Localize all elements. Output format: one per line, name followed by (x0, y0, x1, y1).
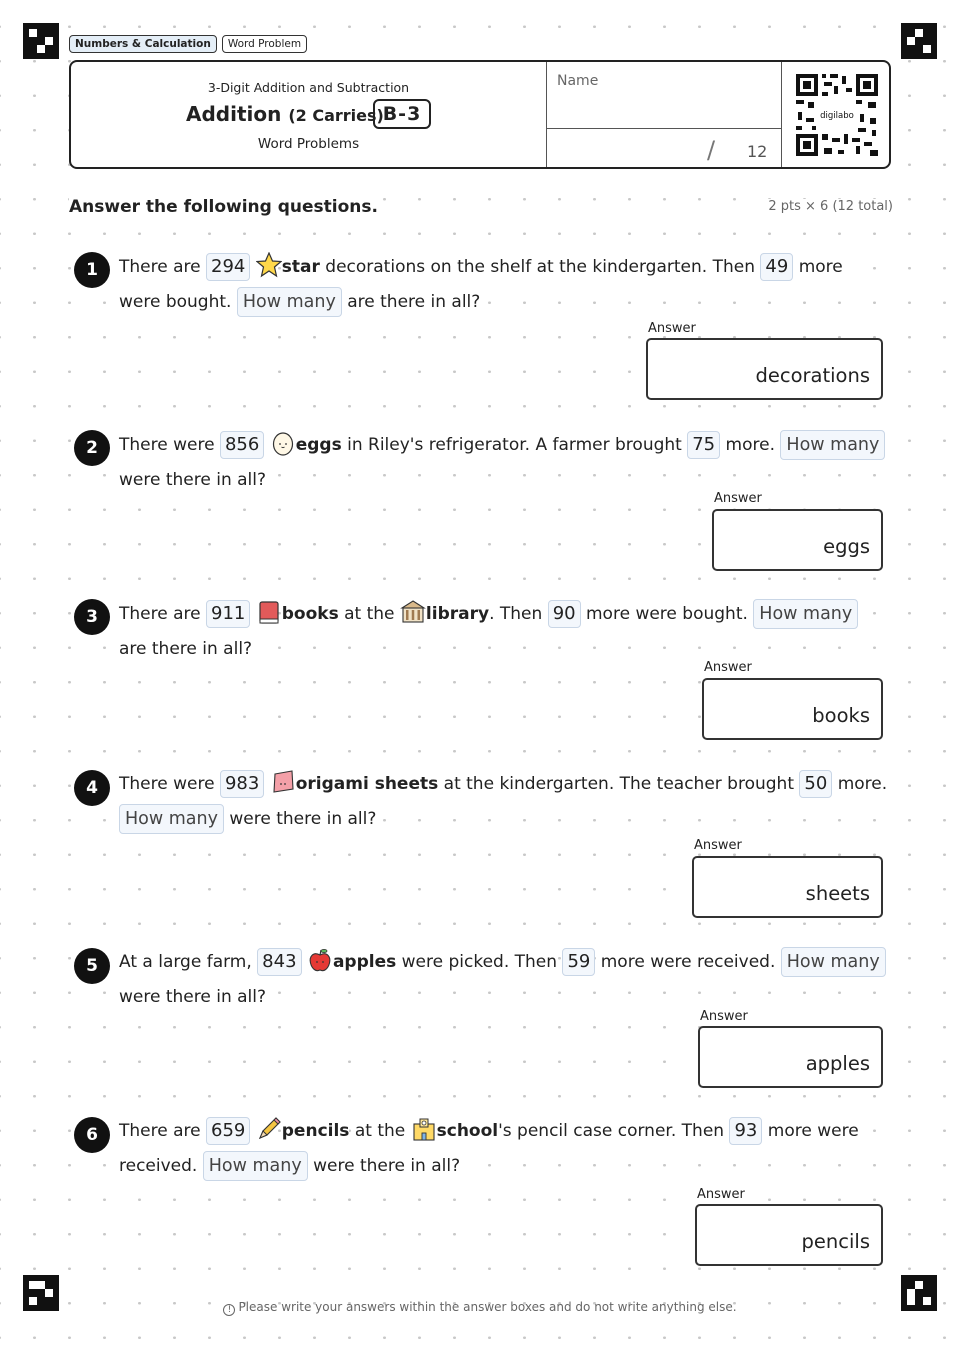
given-number-1: 659 (206, 1117, 250, 1145)
score-total: 12 (747, 142, 768, 161)
egg-icon (270, 430, 296, 456)
given-number-1: 911 (206, 600, 250, 628)
score-slash: / (707, 136, 716, 164)
given-number-2: 75 (687, 431, 720, 459)
how-many-label: How many (119, 804, 224, 834)
given-number-1: 856 (220, 431, 264, 459)
how-many-label: How many (203, 1151, 308, 1181)
answer-label: Answer (704, 660, 752, 675)
given-number-2: 50 (799, 770, 832, 798)
question-number: 4 (74, 770, 110, 806)
question-text: There are 294 star decorations on the shelf at the kindergarten. Then 49 more were bought. How many are there in all? (119, 250, 889, 319)
school-icon (411, 1116, 437, 1142)
answer-label: Answer (714, 491, 762, 506)
origami-icon (270, 769, 296, 795)
how-many-label: How many (780, 430, 885, 460)
answer-box[interactable]: apples (698, 1026, 883, 1088)
info-icon: ! (223, 1304, 235, 1316)
given-number-2: 59 (562, 948, 595, 976)
question-text: There were 856 eggs in Riley's refrigerator. A farmer brought 75 more. How many were there in all? (119, 428, 889, 497)
how-many-label: How many (237, 287, 342, 317)
answer-box[interactable]: sheets (692, 856, 883, 918)
given-number-2: 93 (729, 1117, 762, 1145)
title-paren: (2 Carries) (288, 106, 384, 125)
given-number-1: 294 (206, 253, 250, 281)
given-number-2: 90 (548, 600, 581, 628)
given-number-1: 983 (220, 770, 264, 798)
star-icon (256, 252, 282, 278)
points-info: 2 pts × 6 (12 total) (768, 199, 893, 214)
question-number: 2 (74, 430, 110, 466)
category-tag: Numbers & Calculation (69, 35, 217, 53)
answer-label: Answer (697, 1187, 745, 1202)
name-score-area (546, 62, 782, 167)
question-number: 5 (74, 948, 110, 984)
answer-label: Answer (700, 1009, 748, 1024)
answer-box[interactable]: decorations (646, 338, 883, 400)
worksheet-kind: Word Problems (257, 136, 360, 152)
question-number: 1 (74, 252, 110, 288)
qr-code (794, 72, 880, 158)
footer-note (0, 1300, 960, 1316)
pencil-icon (256, 1116, 282, 1142)
answer-box[interactable]: pencils (695, 1204, 883, 1266)
name-label: Name (557, 73, 599, 89)
type-tag: Word Problem (222, 35, 307, 53)
how-many-label: How many (781, 947, 886, 977)
footer-text: Please write your answers within the answer boxes and do not write anything else. (238, 1300, 737, 1314)
corner-marker-top-right (901, 23, 937, 59)
worksheet-header (69, 60, 891, 169)
question-number: 6 (74, 1117, 110, 1153)
instructions: Answer the following questions. (69, 197, 382, 217)
qr-label: digilabo (820, 111, 854, 121)
apple-icon (307, 947, 333, 973)
answer-label: Answer (648, 321, 696, 336)
answer-box[interactable]: books (702, 678, 883, 740)
given-number-1: 843 (257, 948, 301, 976)
category-tags (69, 35, 307, 53)
corner-marker-top-left (23, 23, 59, 59)
how-many-label: How many (753, 599, 858, 629)
book-icon (256, 599, 282, 625)
question-text: There are 659 pencils at the school's pencil case corner. Then 93 more were received. How many were there in all? (119, 1114, 889, 1183)
answer-box[interactable]: eggs (712, 509, 883, 571)
library-icon (400, 599, 426, 625)
title-text: Addition (186, 102, 282, 126)
worksheet-code: B-3 (373, 99, 431, 129)
worksheet-title (186, 102, 384, 126)
given-number-2: 49 (760, 253, 793, 281)
question-text: There were 983 origami sheets at the kindergarten. The teacher brought 50 more. How many were there in all? (119, 767, 889, 836)
question-number: 3 (74, 599, 110, 635)
question-text: At a large farm, 843 apples were picked. Then 59 more were received. How many were there in all? (119, 945, 889, 1014)
worksheet-subtitle: 3-Digit Addition and Subtraction (207, 80, 410, 95)
answer-label: Answer (694, 838, 742, 853)
question-text: There are 911 books at the library. Then 90 more were bought. How many are there in all? (119, 597, 889, 666)
divider (547, 128, 781, 129)
